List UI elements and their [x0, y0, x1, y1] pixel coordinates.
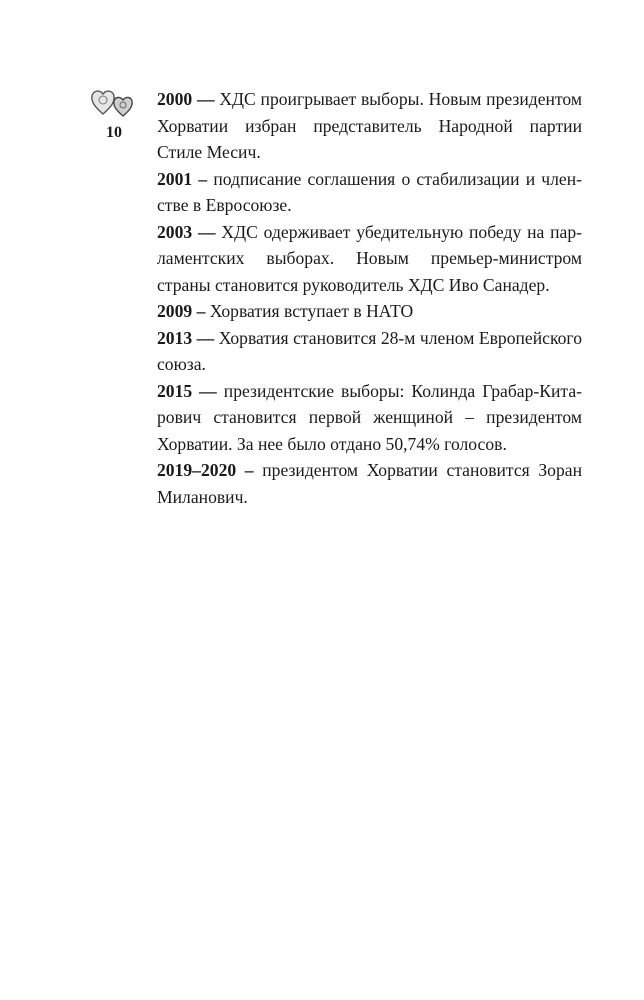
- entry-line: [157, 484, 582, 511]
- entry-year: 2001: [157, 168, 193, 189]
- entry-line: [157, 192, 582, 219]
- entry-text: Хорватия становится 28-м членом Европейского: [214, 327, 582, 348]
- entry-year: 2003: [157, 221, 193, 242]
- chronology-entry: [157, 219, 582, 299]
- entry-year: 2019–2020: [157, 460, 237, 480]
- entry-year: 2000: [157, 89, 193, 109]
- entry-line: [157, 351, 582, 378]
- entry-line: [157, 139, 582, 166]
- chronology-list: [157, 86, 582, 510]
- entry-line: [157, 245, 582, 272]
- entry-line: [157, 298, 582, 325]
- entry-dash: —: [192, 327, 215, 348]
- entry-line: [157, 219, 582, 246]
- entry-line: [157, 325, 582, 352]
- entry-text: Хорватия вступает в НАТО: [205, 301, 414, 321]
- entry-line: [157, 378, 582, 405]
- entry-text: Хорватии. За нее было отдано 50,74% голосов.: [157, 433, 507, 454]
- entry-text: Хорватии избран представитель Народной партии: [157, 115, 582, 136]
- chronology-entry: [157, 166, 582, 219]
- chronology-entry: [157, 325, 582, 378]
- chronology-entry: [157, 298, 582, 325]
- chronology-entry: [157, 378, 582, 458]
- entry-text: рович становится первой женщиной – президентом: [157, 407, 582, 427]
- entry-text: союза.: [157, 354, 206, 374]
- chronology-entry: [157, 457, 582, 510]
- entry-line: [157, 166, 582, 193]
- entry-line: [157, 431, 582, 458]
- entry-year: 2009: [157, 301, 193, 321]
- chronology-entry: [157, 86, 582, 166]
- margin-column: [88, 86, 140, 142]
- entry-dash: —: [192, 221, 216, 242]
- entry-line: [157, 86, 582, 113]
- entry-dash: –: [192, 168, 208, 189]
- entry-line: [157, 457, 582, 484]
- entry-line: [157, 113, 582, 140]
- entry-text: страны становится руководитель ХДС Иво Санадер.: [157, 274, 550, 295]
- entry-year: 2013: [157, 327, 193, 348]
- entry-text: ХДС проигрывает выборы. Новым президентом: [214, 89, 582, 109]
- entry-line: [157, 404, 582, 431]
- page-number: 10: [106, 124, 122, 141]
- entry-dash: –: [236, 460, 254, 480]
- entry-text: президентские выборы: Колинда Грабар-Кита-: [216, 380, 582, 401]
- entry-text: подписание соглашения о стабилизации и член-: [207, 168, 582, 189]
- entry-line: [157, 272, 582, 299]
- entry-dash: –: [192, 301, 206, 321]
- entry-text: Стиле Месич.: [157, 142, 261, 162]
- entry-year: 2015: [157, 380, 193, 401]
- entry-text: ламентских выборах. Новым премьер-министром: [157, 248, 582, 268]
- entry-dash: —: [192, 380, 217, 401]
- entry-text: Миланович.: [157, 486, 248, 507]
- hearts-ornament-icon: [89, 86, 139, 118]
- entry-text: стве в Евросоюзе.: [157, 195, 292, 215]
- entry-text: президентом Хорватии становится Зоран: [253, 460, 582, 480]
- entry-text: ХДС одерживает убедительную победу на пар-: [215, 221, 582, 242]
- entry-dash: —: [192, 89, 215, 109]
